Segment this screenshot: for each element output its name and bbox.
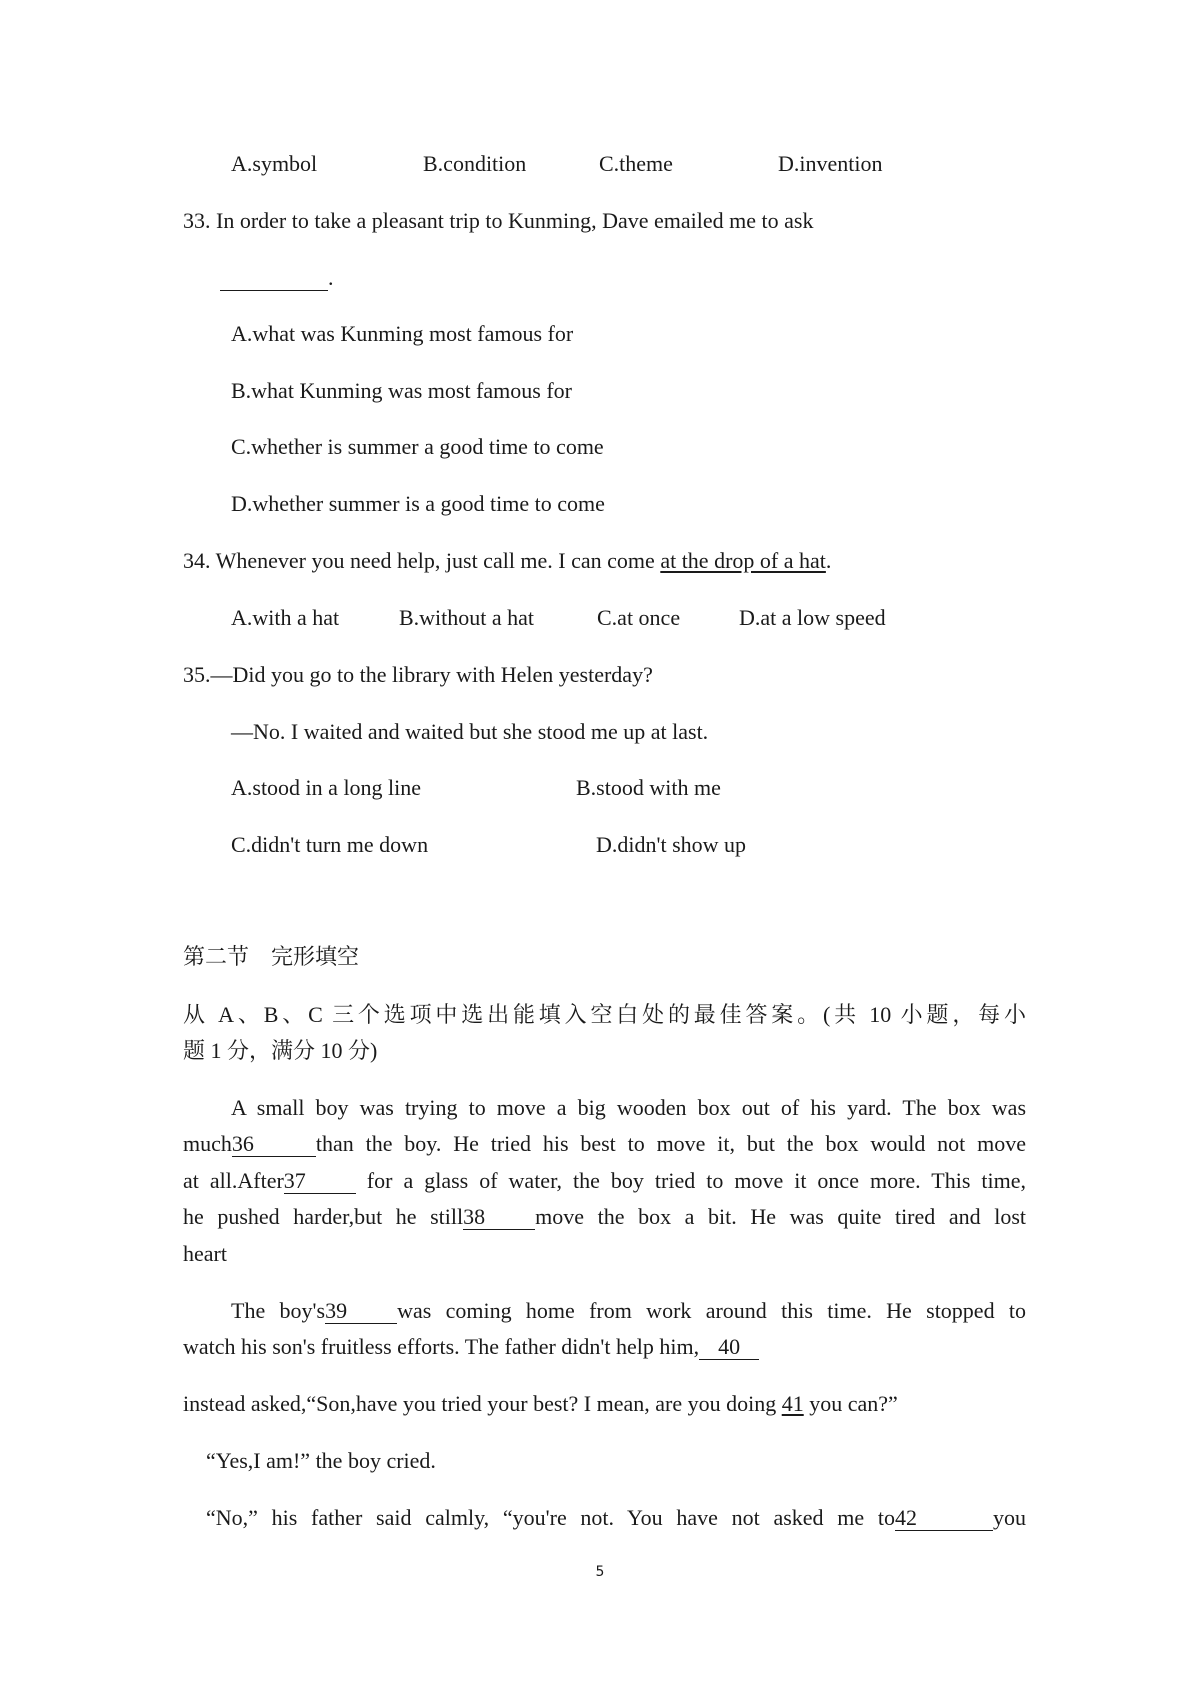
passage-p4-line1: “No,” his father said calmly, “you're not. You have not asked me to42 you (206, 1505, 1026, 1530)
passage-p1-line1: A small boy was trying to move a big wooden box out of his yard. The box was (231, 1095, 1026, 1120)
q35-option-d: D.didn't show up (596, 832, 747, 857)
passage-p3: “Yes,I am!” the boy cried. (206, 1448, 436, 1473)
q32-option-d: D.invention (778, 151, 883, 176)
section-title: 第二节 完形填空 (183, 944, 360, 969)
blank-41: 41 (781, 1391, 804, 1416)
passage-p1-line3: at all.After37 for a glass of water, the boy tried to move it once more. This time, (183, 1168, 1026, 1193)
q35-reply: —No. I waited and waited but she stood me up at last. (231, 719, 709, 744)
q33-stem: 33. In order to take a pleasant trip to Kunming, Dave emailed me to ask (183, 208, 814, 233)
q34-stem (183, 550, 831, 572)
q34-option-d: D.at a low speed (739, 605, 886, 630)
q34-option-a: A.with a hat (231, 605, 340, 630)
q34-stem-end: . (825, 548, 832, 573)
passage-p1-line4: he pushed harder,but he still38 move the box a bit. He was quite tired and lost (183, 1204, 1026, 1229)
q32-option-c: C.theme (599, 151, 673, 176)
q33-option-c: C.whether is summer a good time to come (231, 434, 604, 459)
q33-option-d: D.whether summer is a good time to come (231, 491, 605, 516)
q34-option-b: B.without a hat (399, 605, 535, 630)
q34-option-c: C.at once (597, 605, 681, 630)
q33-end: . (328, 265, 334, 290)
blank-37: 37 (284, 1170, 356, 1194)
passage-p1-line2: much36 than the boy. He tried his best to move it, but the box would not move (183, 1131, 1026, 1156)
blank-40: 40 (699, 1336, 759, 1360)
answer-blank (220, 267, 328, 291)
blank-36: 36 (232, 1133, 316, 1157)
section-instructions-line1: 从 A、B、C 三个选项中选出能填入空白处的最佳答案。(共 10 小题，每小 (183, 1002, 1026, 1027)
q35-option-b: B.stood with me (576, 775, 721, 800)
passage-p2-line2: watch his son's fruitless efforts. The father didn't help him, 40 (183, 1336, 759, 1360)
q32-option-b: B.condition (423, 151, 527, 176)
q34-underlined-phrase: at the drop of a hat (660, 548, 826, 573)
q32-option-a: A.symbol (231, 151, 318, 176)
q33-option-a: A.what was Kunming most famous for (231, 321, 574, 346)
q33-option-b: B.what Kunming was most famous for (231, 378, 572, 403)
passage-p2-line1: The boy's39 was coming home from work around this time. He stopped to (231, 1298, 1026, 1323)
q35-question: 35.—Did you go to the library with Helen yesterday? (183, 662, 653, 687)
q35-option-c: C.didn't turn me down (231, 832, 429, 857)
section-instructions-line2: 题 1 分，满分 10 分) (183, 1038, 378, 1063)
passage-p1-line5: heart (183, 1241, 227, 1266)
passage-p2-line3: instead asked,“Son,have you tried your best? I mean, are you doing 41 you can?” (183, 1391, 898, 1416)
page-number: 5 (595, 1564, 605, 1580)
q33-answer-blank-line (220, 267, 334, 291)
q35-option-a: A.stood in a long line (231, 775, 422, 800)
blank-42: 42 (895, 1507, 993, 1531)
blank-38: 38 (463, 1206, 535, 1230)
blank-39: 39 (325, 1300, 397, 1324)
q34-stem-text: 34. Whenever you need help, just call me. I can come (183, 548, 661, 573)
